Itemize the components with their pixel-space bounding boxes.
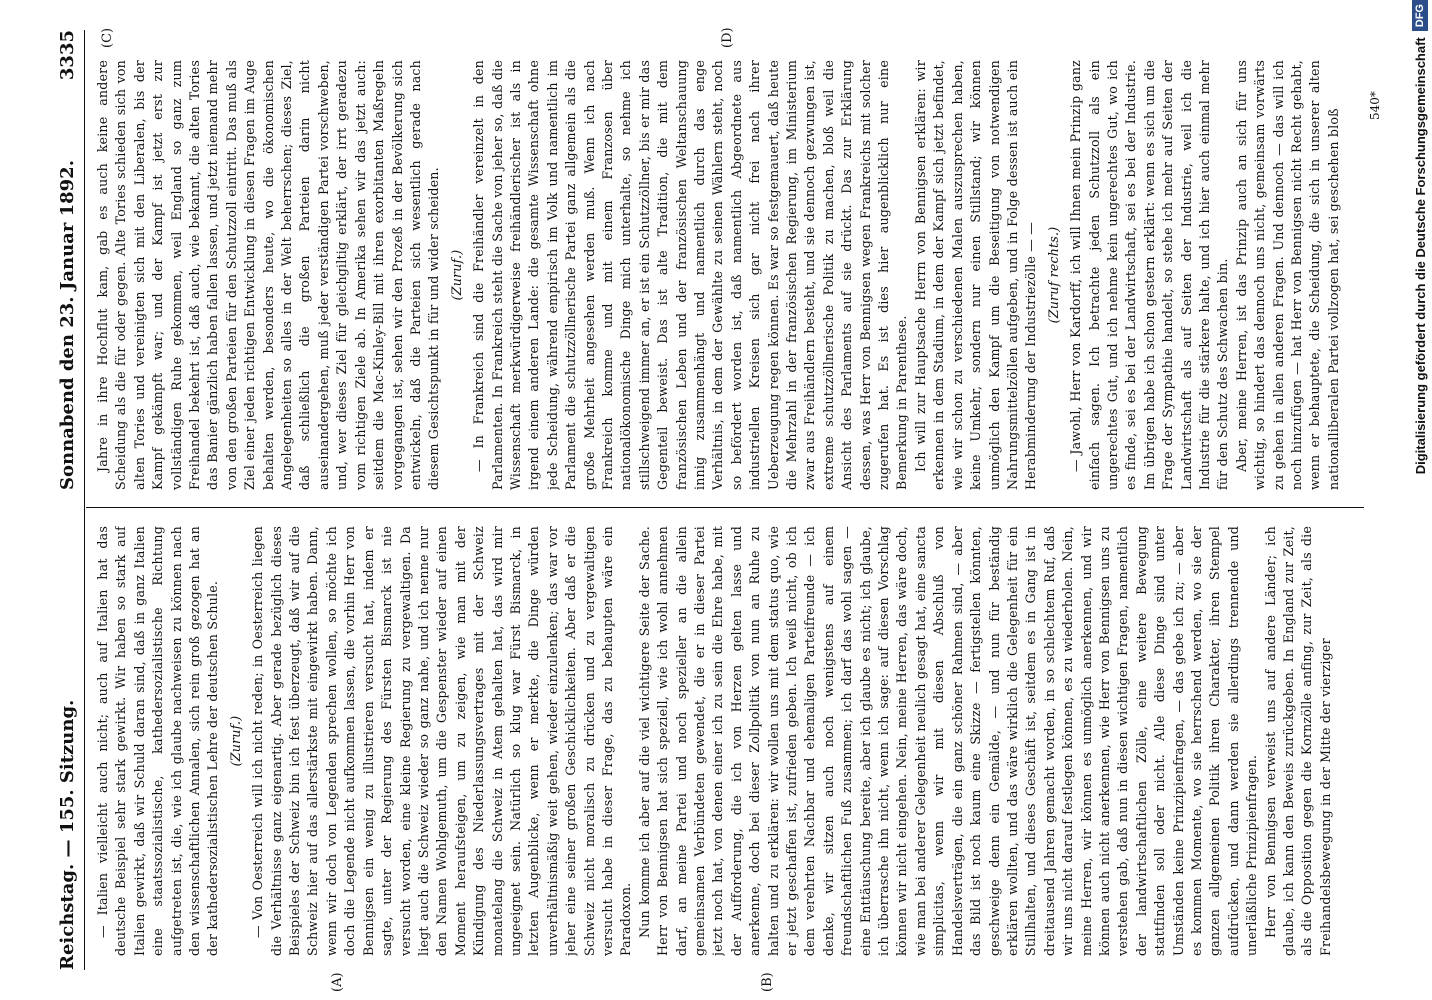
paragraph: — Jawohl, Herr von Kardorff, ich will Ihnen mein Prinzip ganz einfach sagen. Ich betrachte jeden Schutzzoll als ein ungerechtes Gut, und ich nehme kein ungerechtes Gut, wo ich es finde, sei es bei der Landwirtschaft, sei es bei der Industrie. Im übrigen habe ich schon gestern erklärt: wenn es sich um die Frage der Sympathie handelt, so stehe ich mehr auf Seiten der Landwirtschaft als auf Seiten der Industrie, weil ich die Industrie für die stärkere halte, und ich hier auch einmal mehr für den Schutz des Schwachen bin. [1068, 60, 1231, 490]
column-divider [86, 507, 1364, 508]
signature-number: 540* [1368, 91, 1382, 120]
header-session: Reichstag. — 155. Sitzung. [56, 699, 78, 970]
paragraph: — Italien vielleicht auch nicht; auch auf Italien hat das deutsche Beispiel sehr stark gewirkt. Wir haben so stark auf Italien gewirkt, daß wir Schuld daran sind, daß in ganz Italien eine staatssozialistische, kathedersozialistische Richtung aufgetreten ist, die, wie ich glaube nachweisen zu können nach den wissenschaftlichen Annalen, sich rein groß gezogen hat an der kathedersozialistischen Lehre der deutschen Schule. [95, 526, 221, 956]
interjection: (Zuruf.) [227, 715, 243, 767]
credit-line [1394, 0, 1432, 1000]
credit-text: Digitalisierung gefördert durch die Deutsche Forschungsgemeinschaft [1412, 37, 1428, 475]
left-column [94, 526, 1364, 956]
header-rule [84, 30, 85, 970]
digitization-credit [1380, 0, 1432, 1000]
interjection: (Zuruf.) [448, 249, 464, 301]
paragraph: Ich will zur Hauptsache Herrn von Bennigsen erklären: wir erkennen in dem Stadium, in dem der Kampf sich jetzt befindet, wie wir schon zu verschiedenen Malen auszusprechen haben, keine Umkehr, sondern nur einen Stillstand; wir können unmöglich den Kampf um die Beseitigung von notwendigen Nahrungsmittelzöllen aufgeben, und in Folge dessen ist auch ein Herabminderung der Industriezölle — — [912, 60, 1039, 490]
right-column [94, 60, 1364, 490]
paragraph: Herr von Bennigsen verweist uns auf andere Länder; ich glaube, ich kann den Beweis zurückgeben. In England zur Zeit, als die Opposition gegen die Kornzölle anfing, zur Zeit, als die Freihandelsbewegung in der Mitte der vierziger [1262, 526, 1333, 956]
margin-mark-c: (C) [100, 27, 115, 48]
interjection: (Zuruf rechts.) [1045, 226, 1061, 324]
margin-mark-a: (A) [330, 972, 345, 992]
paragraph: — Von Oesterreich will ich nicht reden; in Oesterreich liegen die Verhältnisse ganz eigenartig. Aber gerade bezüglich dieses Beispieles der Schweiz bin ich fest überzeugt, daß wir auf die Schweiz hier auf das allerstärkste mit eingewirkt haben. Dann, wenn wir doch von Legenden sprechen wollen, so möchte ich doch die Legende nicht aufkommen lassen, die vorhin Herr von Bennigsen ein wenig zu illustrieren versucht hat, indem er sagte, unter der Regierung des Fürsten Bismarck ist nie versucht worden, eine kleine Regierung zu vergewaltigen. Da liegt auch die Schweiz wieder so ganz nahe, und ich nenne nur den Namen Wohlgemuth, um die Gespenster wieder auf einen Moment heraufsteigen, um zu zeigen, wie man mit der Kündigung des Niederlassungsvertrages mit der Schweiz monatelang die Schweiz in Atem gehalten hat, das wird mir ungeeignet sein. Natürlich so klug war Fürst Bismarck, in letzten Augenblicke, wenn er merkte, die Dinge würden unverhältnismäßig weit gehen, wieder einzulenken; das war vor jeher eine seiner großen Geschicklichkeiten. Aber daß er die Schweiz nicht moralisch zu drücken und zu vergewaltigen versucht habe in dieser Frage, das zu behaupten wäre ein Paradoxon. [250, 526, 634, 956]
page-header [52, 30, 82, 970]
paragraph: Jahre in ihre Hochflut kam, gab es auch keine andere Scheidung als die für oder gegen. Alte Tories schieden sich von alten Tories und vereinigten sich mit den Liberalen, bis der Kampf gekämpft war; und der Kampf ist jetzt erst zur vollständigen Ruhe gekommen, weil England so ganz zum Freihandel bekehrt ist, daß auch, wie bekannt, die alten Tories das Banier gänzlich haben fallen lassen, und jetzt niemand mehr von den großen Parteien für den Schutzzoll eintritt. Das muß als Ziel einer jeden richtigen Entwicklung in diesen Fragen im Auge behalten werden, besonders heute, wo die ökonomischen Angelegenheiten so alles in der Welt beherrschen; dieses Ziel, daß schließlich die großen Parteien darin nicht auseinandergehen, muß jeder verständigen Partei vorschweben, und, wer dieses Ziel für gleichgiltig erklärt, der irrt geradezu vom richtigen Ziele ab. In Amerika sehen wir das jetzt auch: seitdem die Mac-Kinley-Bill mit ihren exorbitanten Maßregeln vorgegangen ist, sehen wir den Prozeß in der Bevölkerung sich entwickeln, daß die Parteien sich wesentlich gerade nach diesem Gesichtspunkt in für und wider scheiden. [95, 60, 442, 490]
header-page-number: 3335 [56, 30, 78, 81]
paragraph: Aber, meine Herren, ist das Prinzip auch an sich für uns wichtig, so hindert das dennoch uns nicht, gemeinsam vorwärts zu gehen in allen anderen Fragen. Und dennoch — das will ich noch hinzufügen — hat Herr von Bennigsen nicht Recht gehabt, wenn er behauptete, die Scheidung, die sich in unserer alten nationalliberalen Partei vollzogen hat, sei geschehen bloß [1233, 60, 1341, 490]
margin-mark-b: (B) [760, 972, 775, 992]
header-date: Sonnabend den 23. Januar 1892. [56, 160, 78, 490]
dfg-logo: DFG [1412, 0, 1428, 31]
paragraph: Nun komme ich aber auf die viel wichtigere Seite der Sache. Herr von Bennigsen hat sich speziell, wie ich wohl annehmen darf, an meine Partei und noch spezieller an die allein gemeinsamen Verbündeten gewendet, die er in dieser Partei jetzt noch hat, von denen einer ich zu sein die Ehre habe, mit der Aufforderung, die ich von Herzen gelten lasse und anerkenne, doch bei dieser Zollpolitik von nun an Ruhe zu halten und zu erklären: wir wollen uns mit dem status quo, wie er jetzt geschaffen ist, zufrieden geben. Ich weiß nicht, ob ich dem verehrten Nachbar und ehemaligen Parteifreunde — ich denke, wir sitzen auch noch wenigstens auf einem freundschaftlichen Fuß zusammen; ich darf das wohl sagen — eine Enttäuschung bereite, aber ich glaube es nicht; ich glaube, ich überrasche ihn nicht, wenn ich sage: auf diesen Vorschlag können wir nicht eingehen. Nein, meine Herren, das wäre doch, wie man bei anderer Gelegenheit neulich gesagt hat, eine sancta simplicitas, wenn wir mit diesen Abschluß von Handelsverträgen, die ein ganz schöner Rahmen sind, — aber das Bild ist noch kaum eine Skizze — fertigstellen könnten, geschweige denn ein Gemälde, — und nun für beständig erklären wollten, und das wäre wirklich die Gelegenheit für ein Stillhalten, und dieses Geschäft ist, seitdem es in Gang ist in dreitausend Jahren gemacht worden, in so schlechtem Ruf, daß wir uns nicht darauf festlegen können, es zu wiederholen. Nein, meine Herren, wir können es unmöglich anerkennen, und wir können auch nicht anerkennen, wie Herr von Bennigsen uns zu verstehen gab, daß nun in diesen wichtigen Fragen, namentlich der landwirtschaftlichen Zölle, eine weitere Bewegung stattfinden soll oder nicht. Alle diese Dinge sind unter Umständen keine Prinzipienfragen, — das gebe ich zu; — aber es kommen Momente, wo sie herrschend werden, wo sie der ganzen allgemeinen Politik ihren Charakter, ihren Stempel aufdrücken, und dann werden sie allerdings trennende und unerläßliche Prinzipienfragen. [636, 526, 1260, 956]
paragraph: — In Frankreich sind die Freihändler vereinzelt in den Parlamenten. In Frankreich steht die Sache von jeher so, daß die Wissenschaft merkwürdigerweise freihändlerischer ist als in irgend einem anderen Lande: die gesamte Wissenschaft ohne jede Scheidung, während empirisch im Volk und namentlich im Parlament die schutzzöllnerische Partei ganz allgemein als die große Mehrheit angesehen werden muß. Wenn ich nach Frankreich komme und mit einem Franzosen über nationalökonomische Dinge mich unterhalte, so nehme ich stillschweigend immer an, er ist ein Schutzzöllner, bis er mir das Gegenteil beweist. Das ist alte Tradition, die mit dem französischen Leben und der französischen Weltanschauung innig zusammenhängt und namentlich durch das enge Verhältnis, in dem der Gewählte zu seinen Wählern steht, noch so befördert worden ist, daß namentlich Abgeordnete aus industriellen Kreisen sich gar nicht frei nach ihrer Ueberzeugung regen können. Es war so festgemauert, daß heute die Mehrzahl in der französischen Regierung, im Ministerium zwar aus Freihändlern besteht, und sie dennoch gezwungen ist, extreme schutzzöllnerische Politik zu machen, bloß weil die Ansicht des Parlaments auf sie drückt. Das zur Erklärung dessen, was Herr von Bennigsen wegen Frankreichs mit solcher zugerufen hat. Es ist dies hier augenblicklich nur eine Bemerkung in Parenthese. [471, 60, 910, 490]
margin-mark-d: (D) [720, 27, 735, 48]
